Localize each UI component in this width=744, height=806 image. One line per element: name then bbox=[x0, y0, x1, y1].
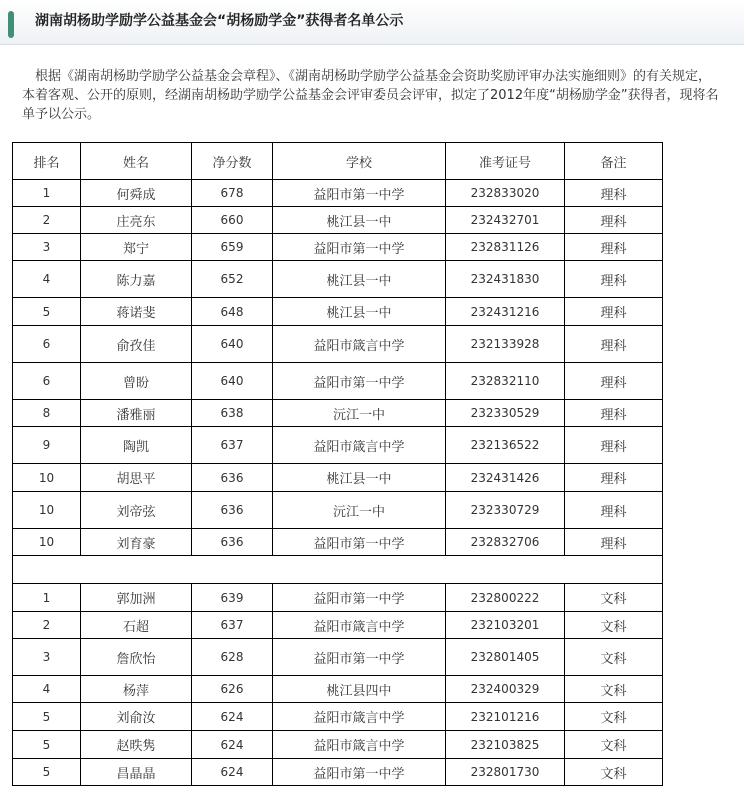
table-spacer-row bbox=[13, 556, 663, 584]
score-cell: 636 bbox=[192, 529, 273, 556]
school-cell: 益阳市箴言中学 bbox=[273, 731, 446, 759]
table-row bbox=[13, 703, 663, 731]
exam-id-cell: 232330729 bbox=[446, 492, 565, 529]
note-cell: 理科 bbox=[565, 464, 663, 492]
exam-id-cell: 232800222 bbox=[446, 584, 565, 612]
score-cell: 678 bbox=[192, 180, 273, 207]
table-row bbox=[13, 298, 663, 326]
note-cell: 文科 bbox=[565, 612, 663, 639]
school-cell: 桃江县一中 bbox=[273, 207, 446, 234]
school-cell: 益阳市第一中学 bbox=[273, 639, 446, 676]
name-cell: 石超 bbox=[81, 612, 192, 639]
name-cell: 郭加洲 bbox=[81, 584, 192, 612]
school-cell: 沅江一中 bbox=[273, 400, 446, 427]
name-cell: 刘俞汝 bbox=[81, 703, 192, 731]
name-cell: 詹欣怡 bbox=[81, 639, 192, 676]
rank-cell: 5 bbox=[13, 298, 81, 326]
name-cell: 俞孜佳 bbox=[81, 326, 192, 363]
rank-cell: 3 bbox=[13, 639, 81, 676]
rank-cell: 8 bbox=[13, 400, 81, 427]
exam-id-cell: 232103825 bbox=[446, 731, 565, 759]
name-cell: 蒋诺斐 bbox=[81, 298, 192, 326]
note-cell: 理科 bbox=[565, 427, 663, 464]
note-cell: 理科 bbox=[565, 326, 663, 363]
name-cell: 胡思平 bbox=[81, 464, 192, 492]
score-cell: 624 bbox=[192, 703, 273, 731]
rank-cell: 1 bbox=[13, 180, 81, 207]
intro-paragraph: 根据《湖南胡杨助学励学公益基金会章程》、《湖南胡杨助学励学公益基金会资助奖励评审办法实施细则》的有关规定，本着客观、公开的原则，经湖南胡杨助学励学公益基金会评审委员会评审，拟定了2012年度“胡杨励学金”获得者，现将名单予以公示。 bbox=[22, 69, 719, 122]
table-row bbox=[13, 180, 663, 207]
score-cell: 624 bbox=[192, 731, 273, 759]
name-cell: 赵昳隽 bbox=[81, 731, 192, 759]
note-cell: 理科 bbox=[565, 261, 663, 298]
table-row bbox=[13, 464, 663, 492]
score-cell: 639 bbox=[192, 584, 273, 612]
school-cell: 益阳市第一中学 bbox=[273, 363, 446, 400]
name-cell: 郑宁 bbox=[81, 234, 192, 261]
school-cell: 桃江县一中 bbox=[273, 464, 446, 492]
school-cell: 益阳市第一中学 bbox=[273, 529, 446, 556]
note-cell: 文科 bbox=[565, 639, 663, 676]
exam-id-cell: 232832110 bbox=[446, 363, 565, 400]
exam-id-cell: 232431830 bbox=[446, 261, 565, 298]
name-cell: 曾盼 bbox=[81, 363, 192, 400]
rank-cell: 10 bbox=[13, 529, 81, 556]
exam-id-cell: 232431216 bbox=[446, 298, 565, 326]
rank-cell: 6 bbox=[13, 326, 81, 363]
exam-id-cell: 232103201 bbox=[446, 612, 565, 639]
table-row bbox=[13, 363, 663, 400]
score-cell: 638 bbox=[192, 400, 273, 427]
header-name: 姓名 bbox=[81, 143, 192, 180]
rank-cell: 5 bbox=[13, 703, 81, 731]
table-body bbox=[13, 180, 663, 786]
score-cell: 624 bbox=[192, 759, 273, 786]
exam-id-cell: 232400329 bbox=[446, 676, 565, 703]
name-cell: 刘帝弦 bbox=[81, 492, 192, 529]
school-cell: 桃江县四中 bbox=[273, 676, 446, 703]
school-cell: 桃江县一中 bbox=[273, 298, 446, 326]
note-cell: 理科 bbox=[565, 207, 663, 234]
rank-cell: 2 bbox=[13, 207, 81, 234]
score-cell: 640 bbox=[192, 326, 273, 363]
school-cell: 沅江一中 bbox=[273, 492, 446, 529]
spacer-cell bbox=[13, 556, 663, 584]
table-row bbox=[13, 676, 663, 703]
note-cell: 理科 bbox=[565, 400, 663, 427]
rank-cell: 2 bbox=[13, 612, 81, 639]
school-cell: 益阳市第一中学 bbox=[273, 584, 446, 612]
name-cell: 庄亮东 bbox=[81, 207, 192, 234]
exam-id-cell: 232432701 bbox=[446, 207, 565, 234]
header-school: 学校 bbox=[273, 143, 446, 180]
table-row bbox=[13, 612, 663, 639]
header-exam-id: 准考证号 bbox=[446, 143, 565, 180]
school-cell: 益阳市第一中学 bbox=[273, 759, 446, 786]
score-cell: 636 bbox=[192, 492, 273, 529]
page-title: 湖南胡杨助学励学公益基金会“胡杨励学金”获得者名单公示 bbox=[35, 13, 404, 29]
table-header-row bbox=[13, 143, 663, 180]
title-bar bbox=[0, 0, 744, 45]
table-row bbox=[13, 731, 663, 759]
exam-id-cell: 232101216 bbox=[446, 703, 565, 731]
rank-cell: 10 bbox=[13, 492, 81, 529]
note-cell: 理科 bbox=[565, 492, 663, 529]
note-cell: 文科 bbox=[565, 759, 663, 786]
note-cell: 理科 bbox=[565, 234, 663, 261]
name-cell: 陈力嘉 bbox=[81, 261, 192, 298]
table-row bbox=[13, 492, 663, 529]
note-cell: 理科 bbox=[565, 529, 663, 556]
table-row bbox=[13, 427, 663, 464]
table-row bbox=[13, 261, 663, 298]
school-cell: 益阳市第一中学 bbox=[273, 234, 446, 261]
table-row bbox=[13, 326, 663, 363]
rank-cell: 6 bbox=[13, 363, 81, 400]
name-cell: 刘育豪 bbox=[81, 529, 192, 556]
exam-id-cell: 232133928 bbox=[446, 326, 565, 363]
table-row bbox=[13, 529, 663, 556]
title-accent-bar bbox=[8, 11, 14, 38]
table-row bbox=[13, 400, 663, 427]
header-rank: 排名 bbox=[13, 143, 81, 180]
score-cell: 648 bbox=[192, 298, 273, 326]
exam-id-cell: 232801405 bbox=[446, 639, 565, 676]
exam-id-cell: 232136522 bbox=[446, 427, 565, 464]
name-cell: 杨萍 bbox=[81, 676, 192, 703]
score-cell: 636 bbox=[192, 464, 273, 492]
table-row bbox=[13, 639, 663, 676]
school-cell: 益阳市第一中学 bbox=[273, 180, 446, 207]
name-cell: 昌晶晶 bbox=[81, 759, 192, 786]
exam-id-cell: 232832706 bbox=[446, 529, 565, 556]
table-row bbox=[13, 234, 663, 261]
school-cell: 益阳市箴言中学 bbox=[273, 612, 446, 639]
exam-id-cell: 232801730 bbox=[446, 759, 565, 786]
score-cell: 640 bbox=[192, 363, 273, 400]
score-cell: 660 bbox=[192, 207, 273, 234]
score-cell: 637 bbox=[192, 612, 273, 639]
header-score: 净分数 bbox=[192, 143, 273, 180]
note-cell: 文科 bbox=[565, 584, 663, 612]
note-cell: 理科 bbox=[565, 363, 663, 400]
exam-id-cell: 232831126 bbox=[446, 234, 565, 261]
score-cell: 626 bbox=[192, 676, 273, 703]
winners-table bbox=[12, 142, 663, 786]
table-row bbox=[13, 207, 663, 234]
exam-id-cell: 232833020 bbox=[446, 180, 565, 207]
exam-id-cell: 232330529 bbox=[446, 400, 565, 427]
score-cell: 637 bbox=[192, 427, 273, 464]
score-cell: 659 bbox=[192, 234, 273, 261]
table-row bbox=[13, 759, 663, 786]
name-cell: 何舜成 bbox=[81, 180, 192, 207]
rank-cell: 1 bbox=[13, 584, 81, 612]
rank-cell: 10 bbox=[13, 464, 81, 492]
rank-cell: 4 bbox=[13, 676, 81, 703]
header-note: 备注 bbox=[565, 143, 663, 180]
score-cell: 652 bbox=[192, 261, 273, 298]
name-cell: 陶凯 bbox=[81, 427, 192, 464]
note-cell: 理科 bbox=[565, 180, 663, 207]
school-cell: 益阳市箴言中学 bbox=[273, 703, 446, 731]
name-cell: 潘雅丽 bbox=[81, 400, 192, 427]
table-row bbox=[13, 584, 663, 612]
note-cell: 理科 bbox=[565, 298, 663, 326]
school-cell: 益阳市箴言中学 bbox=[273, 427, 446, 464]
score-cell: 628 bbox=[192, 639, 273, 676]
exam-id-cell: 232431426 bbox=[446, 464, 565, 492]
school-cell: 桃江县一中 bbox=[273, 261, 446, 298]
rank-cell: 5 bbox=[13, 731, 81, 759]
school-cell: 益阳市箴言中学 bbox=[273, 326, 446, 363]
rank-cell: 4 bbox=[13, 261, 81, 298]
rank-cell: 5 bbox=[13, 759, 81, 786]
rank-cell: 3 bbox=[13, 234, 81, 261]
note-cell: 文科 bbox=[565, 731, 663, 759]
note-cell: 文科 bbox=[565, 703, 663, 731]
note-cell: 文科 bbox=[565, 676, 663, 703]
rank-cell: 9 bbox=[13, 427, 81, 464]
